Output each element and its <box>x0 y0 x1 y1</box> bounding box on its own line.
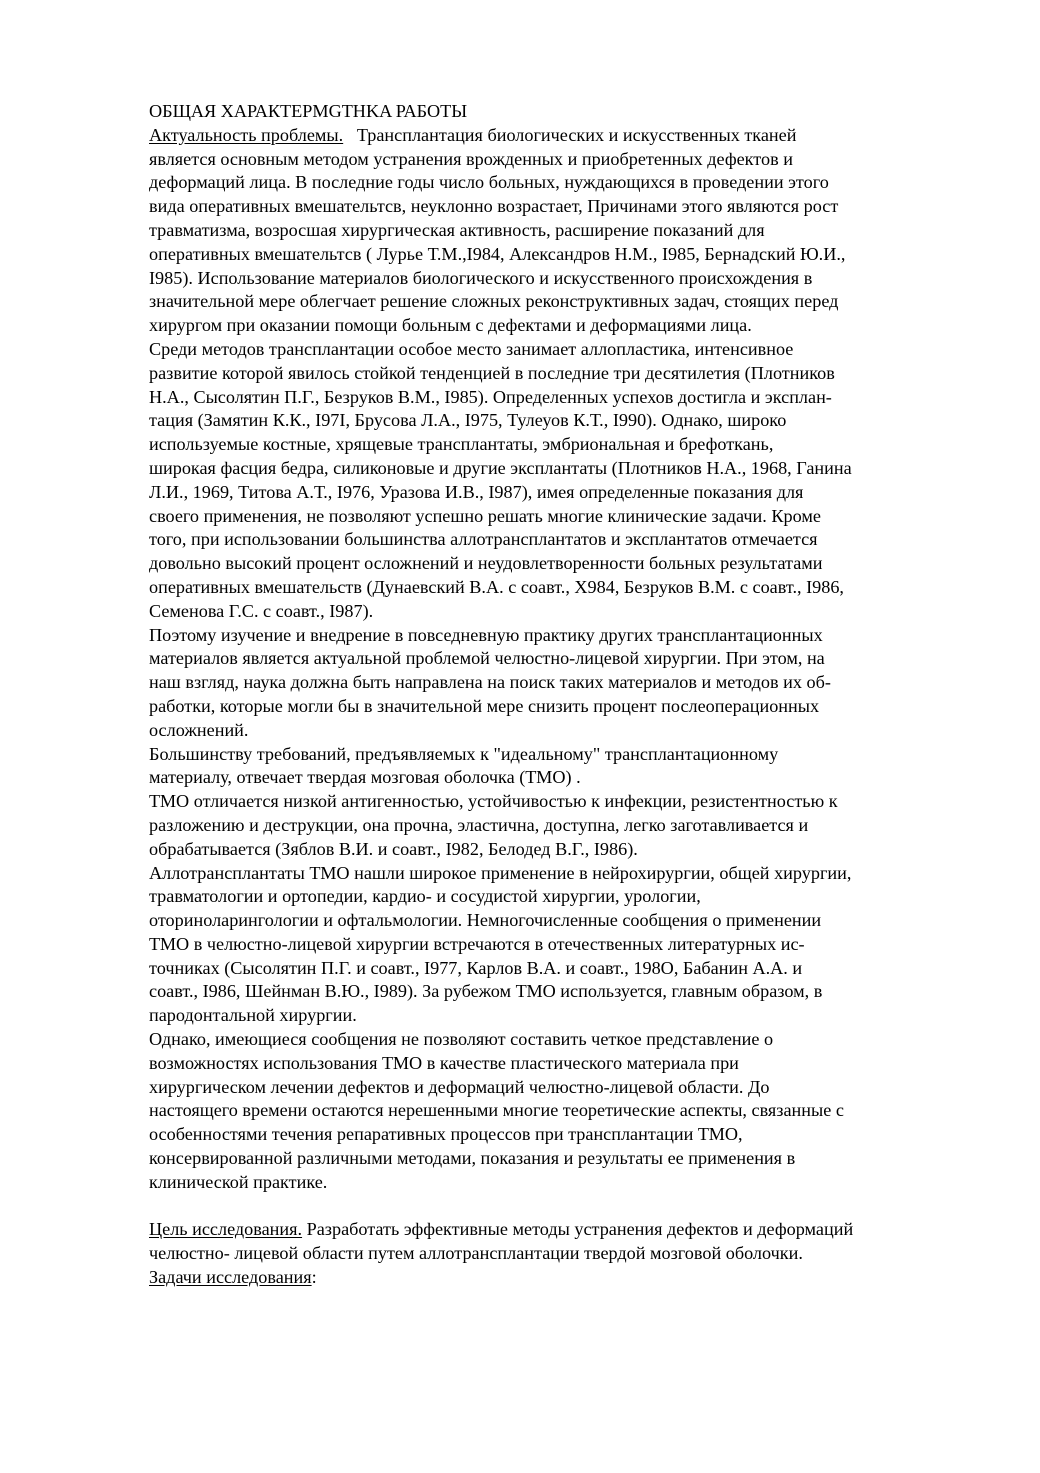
text-line: Н.А., Сысолятин П.Г., Безруков В.М., I985). Определенных успехов достигла и эксплан- <box>149 386 832 407</box>
text-line: оперативных вмешательств (Дунаевский В.А. с соавт., X984, Безруков В.М. с соавт., I986, <box>149 576 844 597</box>
text-line: обрабатывается (Зяблов В.И. и соавт., I982, Белодед В.Г., I986). <box>149 838 638 859</box>
text-line: Семенова Г.С. с соавт., I987). <box>149 600 374 621</box>
text-line: оториноларингологии и офтальмологии. Немногочисленные сообщения о применении <box>149 910 822 931</box>
text-line: является основным методом устранения врожденных и приобретенных дефектов и <box>149 148 793 169</box>
text-line: осложнений. <box>149 719 249 740</box>
goal-first-line <box>149 1218 979 1242</box>
relevance-heading: Актуальность проблемы. <box>149 124 344 145</box>
text-line: своего применения, не позволяют успешно решать многие клинические задачи. Кроме <box>149 505 821 526</box>
text-line: травматологии и ортопедии, кардио- и сосудистой хирургии, урологии, <box>149 886 701 907</box>
text-line: деформаций лица. В последние годы число больных, нуждающихся в проведении этого <box>149 172 829 193</box>
text-line: материалу, отвечает твердая мозговая оболочка (ТМО) . <box>149 767 581 788</box>
text-line: Аллотрансплантаты ТМО нашли широкое применение в нейрохирургии, общей хирургии, <box>149 862 852 883</box>
goal-body <box>149 1242 979 1266</box>
text-line: Поэтому изучение и внедрение в повседневную практику других трансплантационных <box>149 624 823 645</box>
text-line: работки, которые могли бы в значительной мере снизить процент послеоперационных <box>149 695 820 716</box>
text-line: травматизма, возросшая хирургическая активность, расширение показаний для <box>149 219 765 240</box>
text-line: вида оперативных вмешательтсв, неуклонно возрастает, Причинами этого являются рост <box>149 196 839 217</box>
text-line: Л.И., 1969, Титова А.Т., I976, Уразова И.В., I987), имея определенные показания для <box>149 481 804 502</box>
document-page <box>149 100 979 1290</box>
text-line: Среди методов трансплантации особое место занимает аллопластика, интенсивное <box>149 338 794 359</box>
text-line: Однако, имеющиеся сообщения не позволяют составить четкое представление о <box>149 1029 774 1050</box>
text-line: соавт., I986, Шейнман В.Ю., I989). За рубежом ТМО используется, главным образом, в <box>149 981 823 1002</box>
document-title: ОБЩАЯ ХАРАКТЕРMGTHKA РАБОТЫ <box>149 101 468 121</box>
tasks-heading: Задачи исследования <box>149 1267 312 1288</box>
text-line: ТМО отличается низкой антигенностью, устойчивостью к инфекции, резистентностью к <box>149 791 838 812</box>
text-line: хирургическом лечении дефектов и деформаций челюстно-лицевой области. До <box>149 1076 770 1097</box>
tasks-line <box>149 1266 979 1290</box>
text-line: того, при использовании большинства аллотрансплантатов и эксплантатов отмечается <box>149 529 818 550</box>
text-line: хирургом при оказании помощи больным с дефектами и деформациями лица. <box>149 315 752 336</box>
goal-first-line-text: Разработать эффективные методы устранения дефектов и деформаций <box>306 1219 854 1240</box>
text-line: I985). Использование материалов биологического и искусственного происхождения в <box>149 267 813 288</box>
goal-heading: Цель исследования. <box>149 1219 303 1240</box>
text-line: тация (Замятин К.К., I97I, Брусова Л.А., I975, Тулеуов К.Т., I990). Однако, широко <box>149 410 787 431</box>
relevance-first-line <box>149 124 979 148</box>
text-line: челюстно- лицевой области путем аллотрансплантации твердой мозговой оболочки. <box>149 1243 803 1264</box>
relevance-first-line-text: Трансплантация биологических и искусственных тканей <box>356 124 797 145</box>
text-line: широкая фасция бедра, силиконовые и другие эксплантаты (Плотников Н.А., 1968, Ганина <box>149 457 852 478</box>
text-line: используемые костные, хрящевые трансплантаты, эмбриональная и брефоткань, <box>149 434 774 455</box>
text-line: пародонтальной хирургии. <box>149 1005 357 1026</box>
tasks-colon: : <box>311 1267 317 1288</box>
relevance-body <box>149 148 979 1195</box>
text-line: разложению и деструкции, она прочна, эластична, доступна, легко заготавливается и <box>149 814 809 835</box>
text-line: консервированной различными методами, показания и результаты ее применения в <box>149 1148 796 1169</box>
text-line: настоящего времени остаются нерешенными многие теоретические аспекты, связанные с <box>149 1100 844 1121</box>
text-line: точниках (Сысолятин П.Г. и соавт., I977, Карлов В.А. и соавт., 198О, Бабанин А.А. и <box>149 957 803 978</box>
text-line: клинической практике. <box>149 1171 328 1192</box>
text-line: значительной мере облегчает решение сложных реконструктивных задач, стоящих перед <box>149 291 839 312</box>
blank-line <box>149 1195 979 1219</box>
text-line: ТМО в челюстно-лицевой хирургии встречаются в отечественных литературных ис- <box>149 933 805 954</box>
text-line: наш взгляд, наука должна быть направлена на поиск таких материалов и методов их об- <box>149 672 831 693</box>
text-line: оперативных вмешательтсв ( Лурье Т.М.,I984, Александров Н.М., I985, Бернадский Ю.И., <box>149 243 846 264</box>
text-line: довольно высокий процент осложнений и неудовлетворенности больных результатами <box>149 553 823 574</box>
text-line: возможностях использования ТМО в качестве пластического материала при <box>149 1052 739 1073</box>
text-line: Большинству требований, предъявляемых к "идеальному" трансплантационному <box>149 743 779 764</box>
text-line: материалов является актуальной проблемой челюстно-лицевой хирургии. При этом, на <box>149 648 825 669</box>
text-line: развитие которой явилось стойкой тенденцией в последние три десятилетия (Плотников <box>149 362 835 383</box>
text-line: особенностями течения репаративных процессов при трансплантации ТМО, <box>149 1124 743 1145</box>
